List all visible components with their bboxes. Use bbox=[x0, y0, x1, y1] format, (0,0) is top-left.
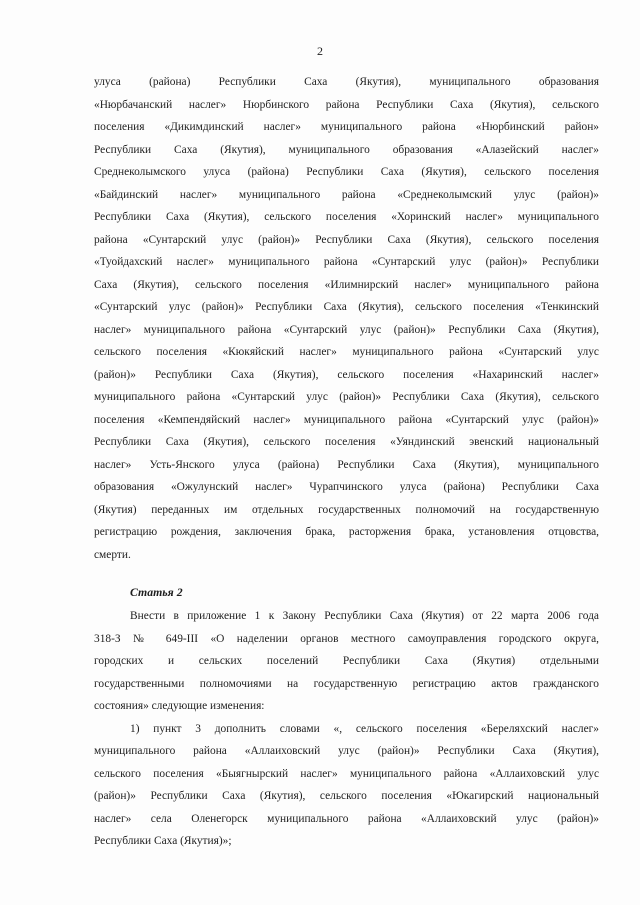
text-line: (район)» Республики Саха (Якутия), сельского поселения «Нахаринский наслег» bbox=[94, 369, 599, 381]
text-line: сельского поселения «Быягнырский наслег» муниципального района «Аллаиховский улус bbox=[94, 768, 599, 780]
text-line: сельского поселения «Кюкяйский наслег» муниципального района «Сунтарский улус bbox=[94, 346, 599, 358]
text-line: Саха (Якутия), сельского поселения «Илимнирский наслег» муниципального района bbox=[94, 279, 599, 291]
text-line: (район)» Республики Саха (Якутия), сельского поселения «Юкагирский национальный bbox=[94, 790, 599, 802]
article-heading: Статья 2 bbox=[130, 585, 183, 599]
text-line: городских и сельских поселений Республики Саха (Якутия) отдельными bbox=[94, 655, 599, 667]
text-line: наслег» села Оленегорск муниципального района «Аллаиховский улус (район)» bbox=[94, 813, 599, 825]
text-line: наслег» муниципального района «Сунтарский улус (район)» Республики Саха (Якутия), bbox=[94, 324, 599, 336]
text-line: наслег» Усть-Янского улуса (района) Республики Саха (Якутия), муниципального bbox=[94, 459, 599, 471]
text-line: Республики Саха (Якутия)»; bbox=[94, 835, 232, 847]
text-line: «Туойдахский наслег» муниципального района «Сунтарский улус (район)» Республики bbox=[94, 256, 599, 268]
text-line: муниципального района «Аллаиховский улус (район)» Республики Саха (Якутия), bbox=[94, 745, 599, 757]
text-line: состояния» следующие изменения: bbox=[94, 700, 265, 712]
text-line: образования «Ожулунский наслег» Чурапчинского улуса (района) Республики Саха bbox=[94, 481, 599, 493]
text-line: Внести в приложение 1 к Закону Республики Саха (Якутия) от 22 марта 2006 года bbox=[130, 610, 599, 622]
page-number: 2 bbox=[317, 44, 323, 58]
text-line: поселения «Дикимдинский наслег» муниципального района «Нюрбинский район» bbox=[94, 121, 599, 133]
text-line: улуса (района) Республики Саха (Якутия), муниципального образования bbox=[94, 76, 599, 88]
text-line: «Сунтарский улус (район)» Республики Саха (Якутия), сельского поселения «Тенкинский bbox=[94, 301, 599, 313]
text-line: 1) пункт 3 дополнить словами «, сельского поселения «Береляхский наслег» bbox=[130, 723, 599, 735]
text-line: смерти. bbox=[94, 549, 131, 561]
text-line: Республики Саха (Якутия), сельского поселения «Хоринский наслег» муниципального bbox=[94, 211, 599, 223]
text-line: регистрацию рождения, заключения брака, расторжения брака, установления отцовства, bbox=[94, 526, 599, 538]
text-line: района «Сунтарский улус (район)» Республики Саха (Якутия), сельского поселения bbox=[94, 234, 599, 246]
text-line: поселения «Кемпендяйский наслег» муниципального района «Сунтарский улус (район)» bbox=[94, 414, 599, 426]
text-line: Республики Саха (Якутия), муниципального образования «Алазейский наслег» bbox=[94, 144, 599, 156]
text-line: (Якутия) переданных им отдельных государственных полномочий на государственную bbox=[94, 504, 599, 516]
text-line: Республики Саха (Якутия), сельского поселения «Уяндинский эвенский национальный bbox=[94, 436, 599, 448]
text-line: Среднеколымского улуса (района) Республики Саха (Якутия), сельского поселения bbox=[94, 166, 599, 178]
text-line: «Нюрбачанский наслег» Нюрбинского района Республики Саха (Якутия), сельского bbox=[94, 99, 599, 111]
text-line: государственными полномочиями на государственную регистрацию актов гражданского bbox=[94, 678, 599, 690]
text-line: «Байдинский наслег» муниципального района «Среднеколымский улус (район)» bbox=[94, 189, 599, 201]
text-line: 318-З № 649-III «О наделении органов местного самоуправления городского округа, bbox=[94, 633, 599, 645]
text-line: муниципального района «Сунтарский улус (район)» Республики Саха (Якутия), сельского bbox=[94, 391, 599, 403]
